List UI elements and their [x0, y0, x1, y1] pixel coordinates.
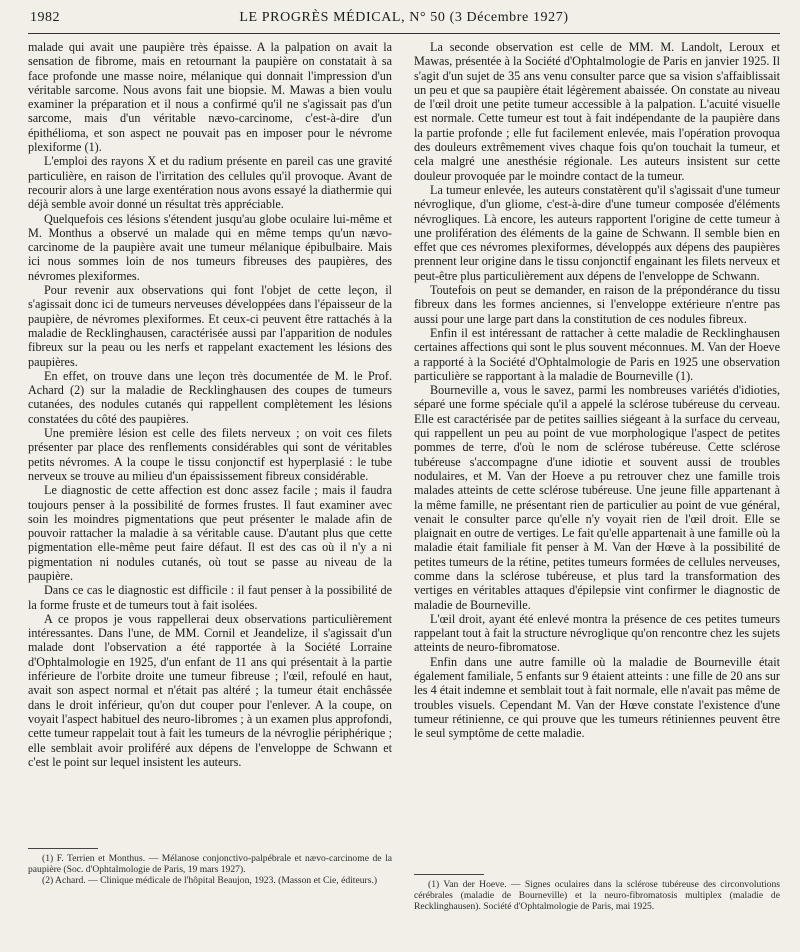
paragraph: Bourneville a, vous le savez, parmi les nombreuses variétés d'idioties, séparé une forme spéciale qu'il a appelé la sclérose tubéreuse du cerveau. Elle est caractérisée par de petites saillies siégeant à la surface du cerveau, qui rappellent un peu au point de vue morphologique l'aspect de petites pommes de terre, d'où le nom de sclérose tubéreuse. Cette sclérose tubéreuse s'accompagne d'une idiotie et souvent aussi de troubles nodulaires, et M. Van der Hoeve a pu retrouver chez une famille trois malades atteints de cette sclérose tubéreuse. Une jeune fille appartenant à la même famille, ne présentant rien de particulier au point de vue général, venait le consulter parce qu'elle n'y voyait rien de l'œil droit. Elle se plaignait en outre de vertiges. Le fait qu'elle appartenait à une famille où la maladie était familiale fit penser à M. Van der Hœve à la possibilité de petites tumeurs de la rétine, petites tumeurs formées de cellules nerveuses, comme dans la sclérose tubéreuse, et plus tard la transformation des vertiges en véritables attaques d'épilepsie vint confirmer le diagnostic de maladie de Bourneville. [414, 383, 780, 612]
footnote: (2) Achard. — Clinique médicale de l'hôpital Beaujon, 1923. (Masson et Cie, éditeurs.) [42, 875, 378, 887]
running-title: LE PROGRÈS MÉDICAL, N° 50 (3 Décembre 1927) [239, 10, 569, 25]
paragraph: A ce propos je vous rappellerai deux observations particulièrement intéressantes. Dans l'une, de MM. Cornil et Jeandelize, il s'agissait d'un malade dont l'observation a été rapportée à la Société Lorraine d'Ophtalmologie en 1925, d'un enfant de 11 ans qui présentait à la partie inférieure de l'orbite droite une tumeur fibreuse ; l'œil, refoulé en haut, avait son aspect normal et n'était pas altéré ; la tumeur était enchâssée dans le droit inférieur, qu'on dut couper pour l'enlever. A la coupe, on voyait l'aspect habituel des neuro-libromes ; à un examen plus approfondi, cette tumeur rappelait tout à fait les tumeurs de la névroglie périphérique ; elle semblait avoir proliféré aux dépens de l'enveloppe de Schwann et c'est le point sur lequel insistent les auteurs. [28, 611, 392, 769]
paragraph: L'emploi des rayons X et du radium présente en pareil cas une gravité particulière, en raison de l'irritation des cellules qu'il provoque. Avant de recourir alors à une large exentération nous avons essayé la diathermie qui déjà semble avoir donné un résultat très appréciable. [28, 154, 392, 212]
footnote-rule [28, 848, 98, 849]
footnote: (1) F. Terrien et Monthus. — Mélanose conjonctivo-palpébrale et nævo-carcinome de la paupière (Soc. d'Ophtalmologie de Paris, 19 mars 1927). [28, 853, 392, 876]
paragraph: Toutefois on peut se demander, en raison de la prépondérance du tissu fibreux dans les formes anciennes, si l'enveloppe extérieure n'entre pas aussi pour une large part dans la constitution de ces nodules fibreux. [414, 283, 780, 326]
paragraph: La tumeur enlevée, les auteurs constatèrent qu'il s'agissait d'une tumeur névroglique, d'un gliome, c'est-à-dire d'une tumeur composée d'éléments névrogliques. Là encore, les auteurs rapportent l'origine de cette tumeur à une prolifération des éléments de la gaine de Schwann. Il semble bien en effet que ces névromes plexiformes, développés aux dépens des paupières prennent leur origine dans le tissu conjonctif engainant les filets nerveux et peut-être plus particulièrement aux dépens de l'enveloppe de Schwann. [414, 182, 780, 283]
right-footnotes [414, 874, 780, 913]
page-number: 1982 [30, 10, 60, 25]
page-header [28, 8, 780, 34]
left-footnotes [28, 848, 392, 887]
paragraph: Une première lésion est celle des filets nerveux ; on voit ces filets présenter par place des renflements considérables qui sont de véritables petits névromes. A la coupe le tissu conjonctif est hyperplasié : le tube nerveux se trouve au milieu d'un épaississement fibreux considérable. [28, 426, 392, 483]
paragraph: Quelquefois ces lésions s'étendent jusqu'au globe oculaire lui-même et M. Monthus a observé un malade qui en même temps qu'un nævo-carcinome de la paupière avait une tumeur mélanique épibulbaire. Mais ici nous sommes loin de nos tumeurs fibreuses des paupières, des névromes plexiformes. [28, 211, 392, 283]
paragraph: malade qui avait une paupière très épaisse. A la palpation on avait la sensation de fibrome, mais en retournant la paupière on constatait à sa face profonde une masse noire, mélanique qui donnait l'impression d'un véritable sarcome. Nous avons fait une biopsie. M. Mawas a bien voulu examiner la préparation et il nous a confirmé qu'il ne s'agissait pas d'un sarcome, mais d'un véritable nævo-carcinome, c'est-à-dire d'un épithélioma, et son aspect ne pouvait pas en imposer pour le névrome plexiforme (1). [28, 40, 392, 155]
paragraph: Le diagnostic de cette affection est donc assez facile ; mais il faudra toujours penser à la possibilité de formes frustes. Il faut examiner avec soin les moindres pigmentations que peut présenter le malade afin de pouvoir rattacher la maladie à sa véritable cause. D'autant plus que cette pigmentation elle-même peut faire défaut. Il est des cas où il n'y a ni pigmentation ni nodules cutanés, où tout se passe au niveau de la paupière. [28, 483, 392, 583]
footnote: (1) Van der Hoeve. — Signes oculaires dans la sclérose tubéreuse des circonvolutions cérébrales (maladie de Bourneville) et la neuro-fibromatosis multiplex (maladie de Recklinghausen). Société d'Ophtalmologie de Paris, mai 1925. [414, 879, 780, 913]
paragraph: Pour revenir aux observations qui font l'objet de cette leçon, il s'agissait donc ici de tumeurs nerveuses développées dans l'épaisseur de la paupière, de névromes plexiformes. Et ceux-ci peuvent être rattachés à la maladie de Recklinghausen, caractérisée aussi par l'apparition de nodules fibreux sur la peau ou les nerfs et rappelant exactement les lésions des paupières. [28, 283, 392, 369]
left-column [28, 40, 392, 769]
paragraph: Enfin il est intéressant de rattacher à cette maladie de Recklinghausen certaines affections qui sont le plus souvent méconnues. M. Van der Hoeve a rapporté à la Société d'Ophtalmologie de Paris en 1925 une observation particulière se rapportant à la maladie de Bourneville (1). [414, 325, 780, 383]
paragraph: Enfin dans une autre famille où la maladie de Bourneville était également familiale, 5 enfants sur 9 étaient atteints : une fille de 20 ans sur les 4 était indemne et semblait tout à fait normale, elle n'avait pas même de troubles visuels. Cependant M. Van der Hœve constate l'existence d'une tumeur rétinienne, ce qui prouve que les tumeurs rétiniennes peuvent être le seul symptôme de cette maladie. [414, 654, 780, 741]
paragraph: La seconde observation est celle de MM. M. Landolt, Leroux et Mawas, présentée à la Société d'Ophtalmologie de Paris en janvier 1925. Il s'agit d'un sujet de 35 ans venu consulter parce que sa vision s'affaiblissait un peu et que sa paupière était légèrement abaissée. On constate au niveau de l'œil droit une petite tumeur accessible à la palpation. L'acuité visuelle est normale. Cette tumeur est tout à fait indépendante de la paupière dans la partie profonde ; elle fut facilement enlevée, mais l'opération provoqua des douleurs extrêmement vives chaque fois qu'on touchait la tumeur, et cela malgré une anesthésie régionale. Les auteurs insistent sur cette douleur provoquée par le moindre contact de la tumeur. [414, 40, 780, 183]
paragraph: L'œil droit, ayant été enlevé montra la présence de ces petites tumeurs rappelant tout à fait la structure névroglique qu'on rencontre chez les sujets atteints de neuro-fibromatose. [414, 611, 780, 655]
footnote-rule [414, 874, 484, 875]
paragraph: En effet, on trouve dans une leçon très documentée de M. le Prof. Achard (2) sur la maladie de Recklinghausen des coupes de tumeurs cutanées, des nodules cutanés qui rappellent complètement les lésions constatées du côté des paupières. [28, 368, 392, 426]
paragraph: Dans ce cas le diagnostic est difficile : il faut penser à la possibilité de la forme fruste et de tumeurs tout à fait isolées. [28, 583, 392, 612]
right-column [414, 40, 780, 741]
header-rule [28, 33, 780, 34]
